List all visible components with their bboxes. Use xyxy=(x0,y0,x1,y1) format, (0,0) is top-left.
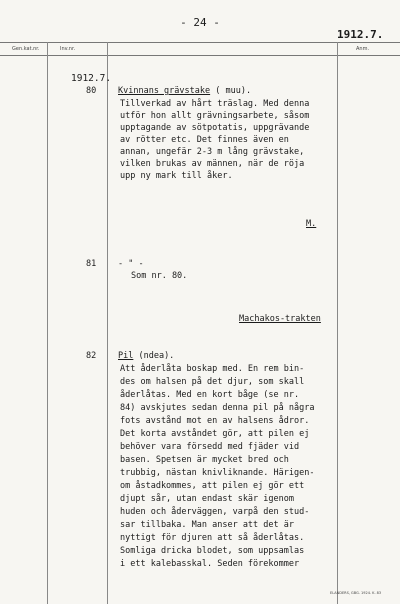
entry-82-line: Att åderlåta boskap med. En rem bin- xyxy=(120,364,305,374)
entry-82-title: Pil xyxy=(118,351,134,361)
entry-80-line: utför hon allt grävningsarbete, såsom xyxy=(120,111,310,121)
page-number: - 24 - xyxy=(180,16,220,29)
entry-82-line: des om halsen på det djur, som skall xyxy=(120,377,305,387)
entry-82-inv: 82 xyxy=(86,351,97,361)
column-divider-1 xyxy=(47,42,48,604)
entry-82-line: Somliga dricka blodet, som uppsamlas xyxy=(120,546,305,556)
column-divider-2 xyxy=(107,42,108,604)
header-year-ref: 1912.7. xyxy=(337,28,384,41)
header-rule-top xyxy=(0,42,400,43)
column-divider-3 xyxy=(337,42,338,604)
printer-mark: ELANDERS, GBG. 1924. K. 83 xyxy=(330,591,382,595)
region-heading: Machakos-trakten xyxy=(239,314,321,324)
entry-82-line: Det korta avståndet gör, att pilen ej xyxy=(120,429,310,439)
header-rule-bottom xyxy=(0,55,400,56)
entry-82-line: behöver vara försedd med fjäder vid xyxy=(120,442,300,452)
entry-82-line: sar tillbaka. Man anser att det är xyxy=(120,520,294,530)
entry-82-title-suffix: (ndea). xyxy=(133,351,175,361)
entry-82-line: huden och åderväggen, varpå den stud- xyxy=(120,507,310,517)
entry-82-line: 84) avskjutes sedan denna pil på några xyxy=(120,403,315,413)
col-label-gen-kat: Gen.kat.nr. xyxy=(12,46,40,52)
col-label-anm: Anm. xyxy=(356,46,370,52)
entry-81-line: Som nr. 80. xyxy=(131,271,188,281)
entry-82-line: djupt sår, utan endast skär igenom xyxy=(120,494,294,504)
entry-82-line: basen. Spetsen är mycket bred och xyxy=(120,455,289,465)
entry-80-line: upptagande av sötpotatis, uppgrävande xyxy=(120,123,310,133)
entry-82-line: nyttigt för djuren att så åderlåtas. xyxy=(120,533,305,543)
entry-80-heading xyxy=(118,86,251,97)
entry-82-line: fots avstånd mot en av halsens ådror. xyxy=(120,416,310,426)
entry-80-line: vilken brukas av männen, när de röja xyxy=(120,159,305,169)
col-label-inv: Inv.nr. xyxy=(60,46,76,52)
marker-m: M. xyxy=(306,219,317,229)
entry-80-line: annan, ungefär 2-3 m lång grävstake, xyxy=(120,147,305,157)
entry-80-line: upp ny mark till åker. xyxy=(120,171,233,181)
entry-80-inv: 80 xyxy=(86,86,97,96)
entry-82-line: åderlåtas. Med en kort båge (se nr. xyxy=(120,390,300,400)
entry-82-heading xyxy=(118,351,174,362)
entry-81-inv: 81 xyxy=(86,259,97,269)
entry-82-line: trubbig, nästan knivliknande. Härigen- xyxy=(120,468,315,478)
entry-82-line: i ett kalebasskal. Seden förekommer xyxy=(120,559,300,569)
entry-81-ditto: - " - xyxy=(118,259,144,269)
entry-80-line: av rötter etc. Det finnes även en xyxy=(120,135,289,145)
entry-year-label: 1912.7. xyxy=(71,73,112,84)
entry-80-title-suffix: ( muu). xyxy=(210,86,252,96)
entry-80-title: Kvinnans grävstake xyxy=(118,86,211,96)
entry-80-line: Tillverkad av hårt träslag. Med denna xyxy=(120,99,310,109)
entry-82-line: om åstadkommes, att pilen ej gör ett xyxy=(120,481,305,491)
